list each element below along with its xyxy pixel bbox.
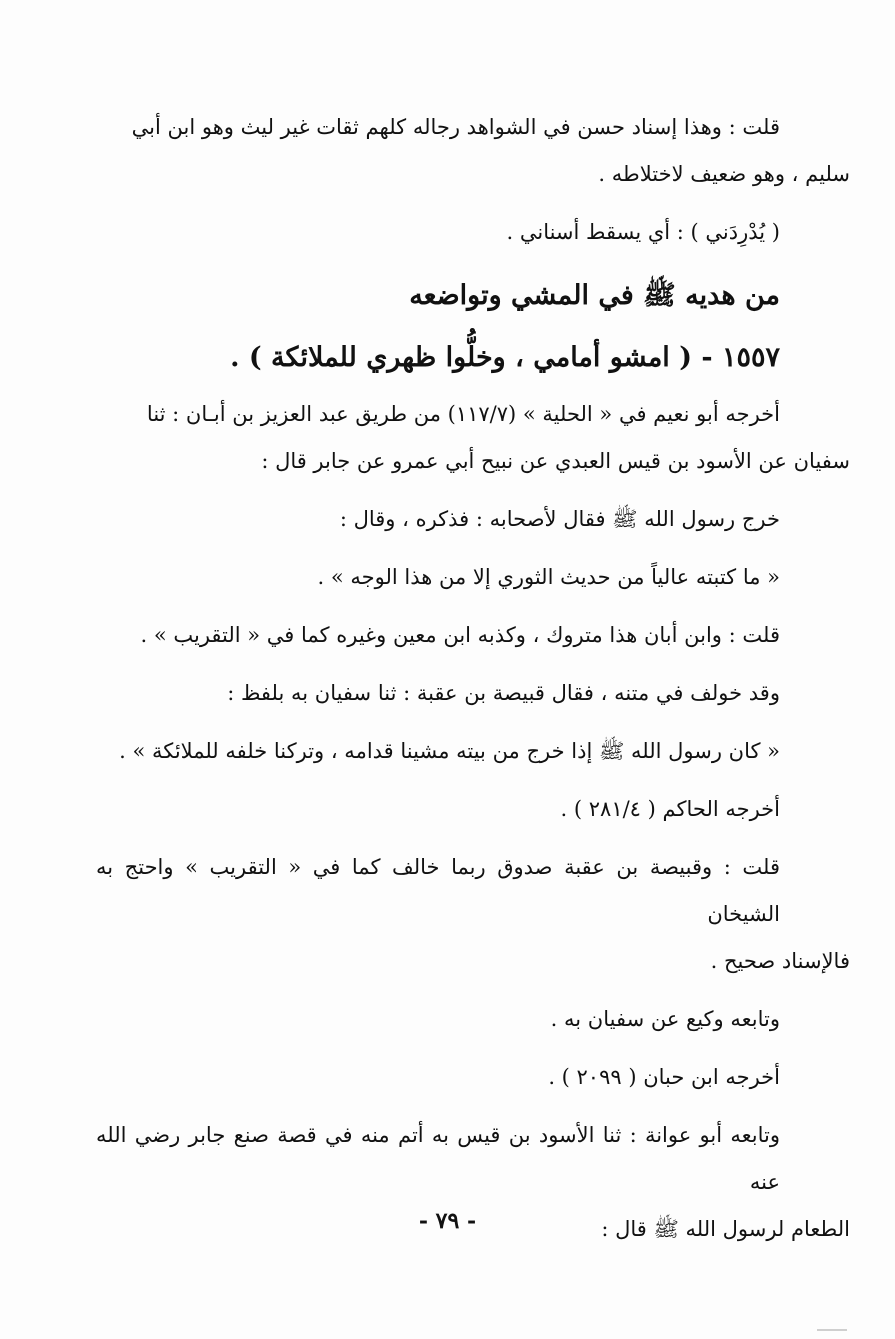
line: أخرجه أبو نعيم في « الحلية » (١١٧/٧) من طريق عبد العزيز بن أبـان : ثنا [146, 402, 780, 426]
paragraph-source [96, 391, 850, 485]
paragraph-comment-3 [96, 844, 850, 985]
page-body [96, 104, 850, 1264]
paragraph-definition [96, 209, 850, 256]
paragraph-source-2 [96, 786, 850, 833]
paragraph-source-3 [96, 1054, 850, 1101]
line: وتابعه وكيع عن سفيان به . [550, 1007, 780, 1031]
line: وقد خولف في متنه ، فقال قبيصة بن عقبة : ثنا سفيان به بلفظ : [227, 681, 780, 705]
paragraph-comment-2 [96, 612, 850, 659]
line: سفيان عن الأسود بن قيس العبدي عن نبيح أبي عمرو عن جابر قال : [261, 449, 850, 473]
section-heading: من هديه ﷺ في المشي وتواضعه [409, 280, 780, 311]
line: أخرجه ابن حبان ( ٢٠٩٩ ) . [548, 1065, 780, 1089]
paragraph-narration [96, 496, 850, 543]
paragraph-variant [96, 670, 850, 717]
paragraph-comment-1 [96, 104, 850, 198]
line: الطعام لرسول الله ﷺ قال : [601, 1217, 850, 1241]
line: سليم ، وهو ضعيف لاختلاطه . [598, 162, 850, 186]
paragraph-quote [96, 554, 850, 601]
paragraph-follow-up [96, 996, 850, 1043]
line: قلت : وهذا إسناد حسن في الشواهد رجاله كلهم ثقات غير ليث وهو ابن أبي [131, 115, 780, 139]
line: وتابعه أبو عوانة : ثنا الأسود بن قيس به أتم منه في قصة صنع جابر رضي الله عنه [96, 1123, 780, 1194]
page-number: - ٧٩ - [418, 1208, 477, 1234]
line: « ما كتبته عالياً من حديث الثوري إلا من هذا الوجه » . [317, 565, 780, 589]
line: « كان رسول الله ﷺ إذا خرج من بيته مشينا قدامه ، وتركنا خلفه للملائكة » . [119, 739, 780, 763]
line: خرج رسول الله ﷺ فقال لأصحابه : فذكره ، وقال : [339, 507, 780, 531]
paragraph-quote-2 [96, 728, 850, 775]
hadith-heading: ١٥٥٧ - ( امشو أمامي ، وخلُّوا ظهري للملائكة ) . [230, 342, 780, 373]
line: قلت : وقبيصة بن عقبة صدوق ربما خالف كما في « التقريب » واحتج به الشيخان [96, 855, 780, 926]
line: ( يُدْرِدَني ) : أي يسقط أسناني . [506, 220, 780, 244]
line: فالإسناد صحيح . [710, 949, 850, 973]
line: أخرجه الحاكم ( ٢٨١/٤ ) . [560, 797, 780, 821]
line: قلت : وابن أبان هذا متروك ، وكذبه ابن معين وغيره كما في « التقريب » . [140, 623, 780, 647]
scan-mark [817, 1329, 847, 1331]
